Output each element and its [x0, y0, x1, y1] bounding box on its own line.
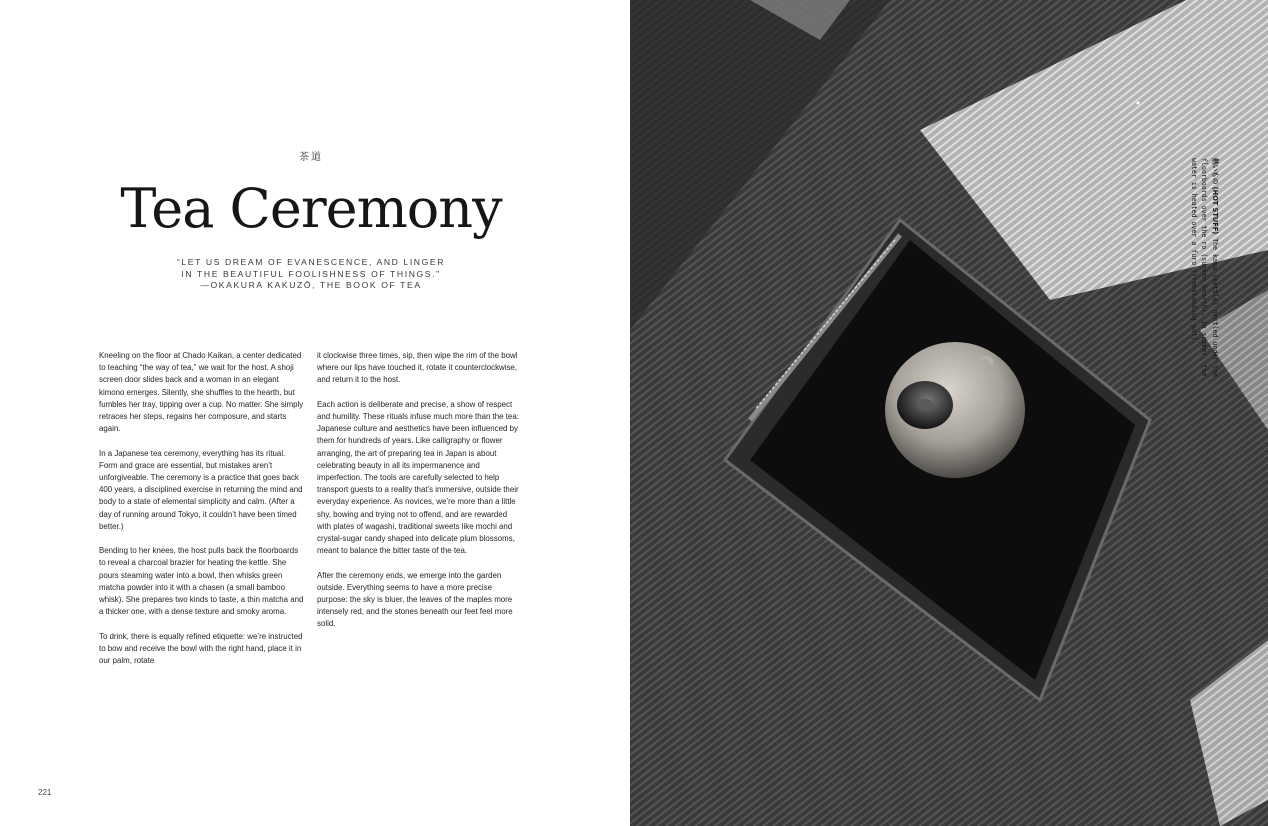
quote-attribution: —OKAKURA KAKUZŌ, THE BOOK OF TEA	[200, 280, 422, 290]
paragraph: Each action is deliberate and precise, a show of respect and humility. These rituals infuse much more than the tea: Japanese culture and aesthetics have been influenced by them for hundreds of years. Like calligraphy or flower arranging, the art of preparing tea in Japan is about celebrating beauty in all its impermanence and imperfection. The tools are carefully selected to help transport guests to a reality that’s immersive, outside their everyday experience. As novices, we’re more than a little shy, bowing and trying not to offend, and are rewarded with plates of wagashi, traditional sweets like mochi and crystal-sugar candy shaped into delicate plum blossoms, meant to balance the bitter taste of the tea.	[317, 399, 519, 556]
paragraph: To drink, there is equally refined etiquette: we’re instructed to bow and receive the bowl with the right hand, place it in our palm, rotate	[99, 631, 303, 666]
paragraph: After the ceremony ends, we emerge into the garden outside. Everything seems to have a more precise purpose: the sky is bluer, the leaves of the maples more intensely red, and the stones beneath our feet feel more solid.	[317, 570, 513, 629]
left-page	[0, 0, 630, 826]
paragraph: Bending to her knees, the host pulls back the floorboards to reveal a charcoal brazier for heating the kettle. She pours steaming water into a bowl, then whisks green matcha powder into it with a chasen (a small bamboo whisk). She prepares two kinds to taste, a thin matcha and a thicker one, with a dense texture and smoky aroma.	[99, 546, 304, 617]
body-column-1	[99, 350, 304, 679]
paragraph: In a Japanese tea ceremony, everything has its ritual. Form and grace are essential, but mistakes aren’t unforgiveable. The ceremony is a practice that goes back 400 years, a disciplined exercise in returning the mind and body to a state of elemental simplicity and calm. (After a day of running around Tokyo, it couldn’t have been timed better.)	[99, 448, 303, 531]
quote-line: IN THE BEAUTIFUL FOOLISHNESS OF THINGS.”	[181, 268, 441, 279]
epigraph-quote	[150, 257, 472, 292]
caption-body: The kama (kettle) nestled under the floorboards over the ro (sunken hearth). In summer, the water is heated over a furo (freestanding pot).	[1190, 158, 1219, 378]
article-title: Tea Ceremony	[120, 177, 502, 240]
page-number: 221	[38, 788, 52, 797]
kanji-heading: 茶道	[299, 152, 323, 163]
paragraph: it clockwise three times, sip, then wipe the rim of the bowl where our lips have touched it, rotate it counterclockwise, and return it to the host.	[317, 351, 518, 385]
body-column-2	[317, 350, 522, 643]
photo-caption	[1176, 158, 1226, 388]
caption-text-block	[1189, 158, 1221, 388]
photo-illustration	[630, 0, 1268, 826]
paragraph: Kneeling on the floor at Chado Kaikan, a center dedicated to teaching “the way of tea,” we wait for the host. A shoji screen door slides back and a woman in an elegant kimono emerges. Silently, she shuffles to the hearth, but fumbles her tray, tipping over a cup. No matter. She simply retraces her steps, regains her composure, and starts again.	[99, 351, 304, 434]
quote-line: “LET US DREAM OF EVANESCENCE, AND LINGER	[176, 257, 446, 267]
tea-kettle-photo	[630, 0, 1268, 826]
caption-label: 熱いもの (HOT STUFF)	[1211, 158, 1219, 235]
